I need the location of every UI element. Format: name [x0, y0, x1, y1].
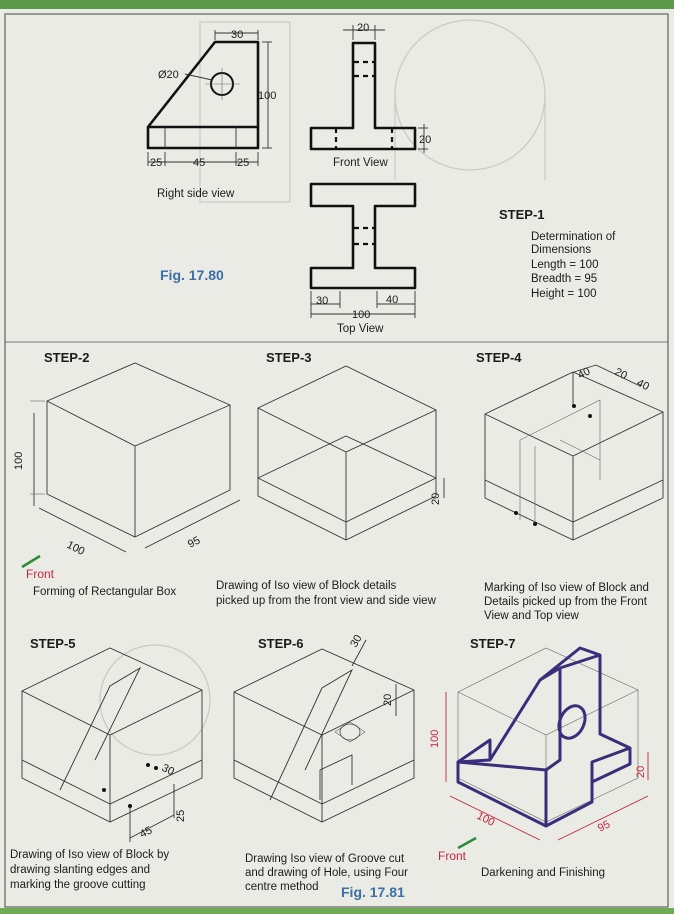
step7-dim-95: 95	[595, 818, 613, 835]
step5-mark	[154, 766, 158, 770]
step4-panel	[476, 350, 663, 622]
step3-dim-20: 20	[430, 492, 442, 505]
step1-breadth: Breadth = 95	[531, 273, 598, 285]
dim-top-30: 30	[231, 29, 244, 41]
step2-caption: Forming of Rectangular Box	[33, 586, 177, 598]
step6-title: STEP-6	[258, 636, 304, 651]
step3-panel	[216, 350, 444, 607]
step5-dim-25: 25	[175, 809, 187, 822]
step5-dim-45: 45	[137, 824, 155, 841]
step6-dim-30: 30	[348, 632, 365, 650]
step4-mark	[514, 511, 518, 515]
fig-17-80-label: Fig. 17.80	[160, 267, 224, 283]
step1-height: Height = 100	[531, 288, 597, 300]
step7-caption: Darkening and Finishing	[481, 867, 606, 879]
right-side-view-caption: Right side view	[157, 188, 235, 200]
front-dim-side: 20	[419, 134, 432, 146]
step6-hole	[340, 724, 360, 740]
dim-b1: 25	[150, 157, 163, 169]
dim-height-100: 100	[258, 90, 277, 102]
top-dim-right: 40	[386, 294, 399, 306]
right-side-view	[148, 29, 276, 200]
step4-dim-40b: 40	[634, 376, 652, 394]
step4-caption3: View and Top view	[484, 610, 579, 622]
step2-dim-100d: 100	[64, 538, 87, 559]
step4-mark	[588, 414, 592, 418]
dim-b3: 25	[237, 157, 250, 169]
step4-caption2: Details picked up from the Front	[484, 596, 647, 608]
front-view	[311, 22, 431, 169]
step5-dim-30: 30	[159, 761, 177, 779]
top-view	[311, 184, 415, 335]
step6-dim-20: 20	[382, 693, 394, 706]
step7-front-arrow	[458, 838, 476, 848]
step5-caption2: drawing slanting edges and	[10, 864, 151, 876]
step1-heading2: Dimensions	[531, 244, 592, 256]
top-view-caption: Top View	[337, 323, 384, 335]
step2-title: STEP-2	[44, 350, 90, 365]
front-dim-top: 20	[357, 22, 370, 34]
step5-mark	[146, 763, 150, 767]
top-dim-left: 30	[316, 295, 329, 307]
step1-heading: Determination of	[531, 231, 616, 243]
step7-title: STEP-7	[470, 636, 516, 651]
top-dim-total: 100	[352, 309, 371, 321]
step6-caption1: Drawing Iso view of Groove cut	[245, 853, 405, 865]
step7-panel	[429, 636, 648, 879]
step6-caption2: and drawing of Hole, using Four	[245, 867, 409, 879]
step7-dim-100v: 100	[429, 729, 441, 748]
step6-panel	[234, 633, 414, 893]
step2-panel	[13, 350, 240, 598]
front-view-caption: Front View	[333, 157, 388, 169]
step4-title: STEP-4	[476, 350, 522, 365]
step2-dim-100v: 100	[13, 451, 25, 470]
step4-mark	[533, 522, 537, 526]
step3-caption1: Drawing of Iso view of Block details	[216, 580, 397, 592]
step1-block	[499, 207, 616, 300]
dim-b2: 45	[193, 157, 206, 169]
step6-caption3: centre method	[245, 881, 319, 893]
step5-caption1: Drawing of Iso view of Block by	[10, 849, 170, 861]
step4-mark	[572, 404, 576, 408]
step4-caption1: Marking of Iso view of Block and	[484, 582, 649, 594]
step5-mark	[102, 788, 106, 792]
step4-dim-40a: 40	[575, 365, 593, 382]
step3-caption2: picked up from the front view and side view	[216, 595, 436, 607]
step7-dim-20: 20	[635, 765, 647, 778]
fig-17-81-label: Fig. 17.81	[341, 884, 405, 900]
step4-dim-20: 20	[612, 365, 630, 383]
step2-dim-95: 95	[185, 534, 203, 551]
step5-title: STEP-5	[30, 636, 76, 651]
step7-dim-100d: 100	[474, 809, 497, 830]
step1-title: STEP-1	[499, 207, 545, 222]
step5-mark	[128, 804, 132, 808]
step2-front-label: Front	[26, 567, 55, 581]
step7-front-label: Front	[438, 849, 467, 863]
step5-caption3: marking the groove cutting	[10, 879, 146, 891]
step3-title: STEP-3	[266, 350, 312, 365]
hole-dim-label: Ø20	[158, 69, 179, 81]
bottom-color-band	[0, 908, 674, 914]
step1-length: Length = 100	[531, 259, 599, 271]
step2-front-arrow	[22, 556, 40, 567]
